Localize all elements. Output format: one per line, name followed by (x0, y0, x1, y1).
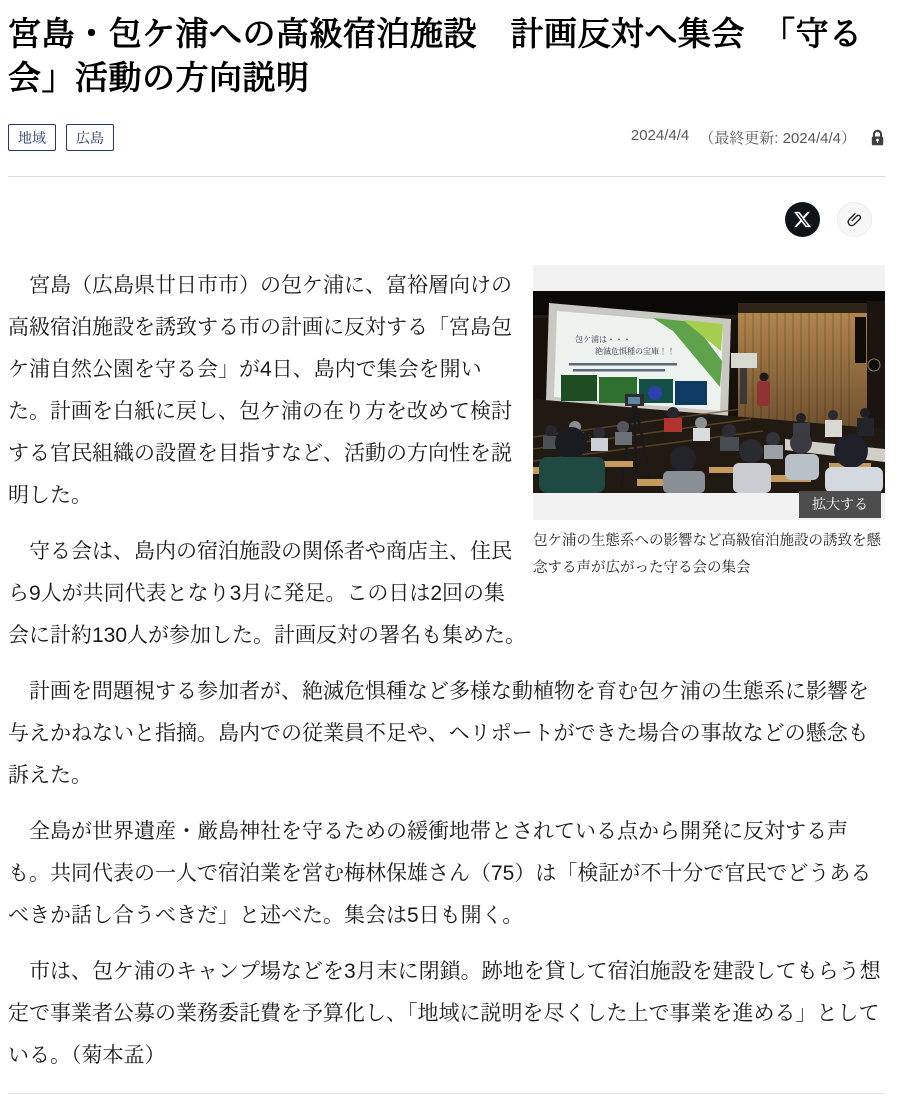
header-divider (8, 176, 885, 177)
meta-row (8, 124, 885, 151)
paragraph-1: 宮島（広島県廿日市市）の包ケ浦に、富裕層向けの高級宿泊施設を誘致する市の計画に反対する「宮島包ケ浦自然公園を守る会」が4日、島内で集会を開いた。計画を白紙に戻し、包ケ浦の在り方を改めて検討する官民組織の設置を目指すなど、活動の方向性を説明した。 (8, 274, 512, 508)
paragraph-3: 計画を問題視する参加者が、絶滅危惧種など多様な動植物を育む包ケ浦の生態系に影響を与えかねないと指摘。島内での従業員不足や、ヘリポートができた場合の事故などの懸念も訴えた。 (8, 680, 869, 788)
article-body (8, 265, 885, 1077)
photo-frame (533, 265, 885, 520)
footer-divider (8, 1093, 885, 1094)
slide-title-line2: 絶滅危惧種の宝庫！！ (595, 347, 675, 357)
page-title: 宮島・包ケ浦への高級宿泊施設 計画反対へ集会 「守る会」活動の方向説明 (8, 15, 863, 97)
date-value: 2024/4/4 (630, 127, 690, 145)
article-figure (533, 265, 885, 582)
slide-title-line1: 包ケ浦は・・・ (575, 335, 631, 345)
last-updated: （最終更新: 2024/4/4） (699, 130, 856, 148)
tag-list (8, 124, 114, 151)
paragraph-2: 守る会は、島内の宿泊施設の関係者や商店主、住民ら9人が共同代表となり3月に発足。この日は2回の集会に計約130人が参加した。計画反対の署名も集めた。 (8, 540, 527, 648)
paragraph-4: 全島が世界遺産・厳島神社を守るための緩衝地帯とされている点から開発に反対する声も。共同代表の一人で宿泊業を営む梅林保雄さん（75）は「検証が不十分で官民でどうあるべきか話し合うべきだ」と述べた。集会は5日も開く。 (8, 820, 872, 928)
copy-link-button[interactable] (837, 202, 872, 237)
enlarge-button[interactable]: 拡大する (799, 491, 881, 518)
tag-chiiki[interactable]: 地域 (8, 124, 56, 151)
wall-clock (868, 359, 880, 371)
paperclip-icon (845, 210, 864, 229)
share-row (8, 202, 872, 237)
tag-hiroshima[interactable]: 広島 (66, 124, 114, 151)
meeting-photo[interactable] (533, 291, 885, 493)
photo-caption: 包ケ浦の生態系への影響など高級宿泊施設の誘致を懸念する声が広がった守る会の集会 (533, 533, 881, 577)
x-icon (794, 211, 811, 228)
lock-icon (870, 129, 885, 146)
publish-date (631, 127, 856, 148)
paragraph-5: 市は、包ケ浦のキャンプ場などを3月末に閉鎖。跡地を貸して宿泊施設を建設してもらう想定で事業者公募の業務委託費を予算化し、「地域に説明を尽くした上で事業を進める」としている。（菊本孟） (8, 960, 881, 1068)
date-area (631, 127, 885, 148)
x-share-button[interactable] (785, 202, 820, 237)
